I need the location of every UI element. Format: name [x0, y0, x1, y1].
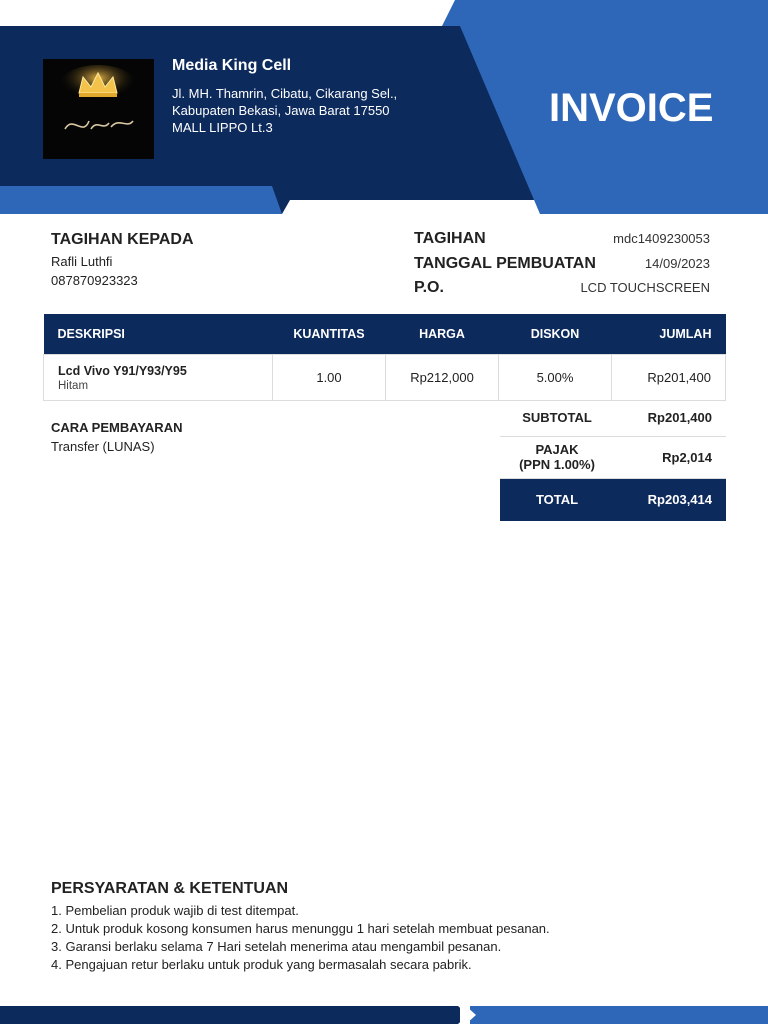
po-label: P.O.: [414, 279, 444, 296]
invoice-date-row: [414, 255, 710, 280]
subtotal-label: SUBTOTAL: [500, 400, 614, 436]
terms-item: 1. Pembelian produk wajib di test ditempat.: [51, 903, 299, 918]
tax-label-line1: PAJAK: [535, 442, 579, 457]
header-quantity: KUANTITAS: [273, 314, 386, 355]
item-description-cell: [44, 355, 273, 401]
header-price: HARGA: [386, 314, 499, 355]
tax-value: Rp2,014: [614, 436, 726, 478]
terms-section: [51, 880, 550, 974]
item-price: Rp212,000: [386, 355, 499, 401]
tax-label: [500, 436, 614, 478]
items-table: [43, 314, 726, 401]
item-quantity: 1.00: [273, 355, 386, 401]
invoice-number-row: [414, 230, 710, 255]
footer-bar: [0, 1004, 768, 1024]
tax-row: [500, 436, 726, 478]
terms-item: 3. Garansi berlaku selama 7 Hari setelah menerima atau mengambil pesanan.: [51, 939, 502, 954]
total-label: TOTAL: [500, 478, 614, 521]
item-amount: Rp201,400: [612, 355, 726, 401]
subtotal-row: [500, 400, 726, 436]
bill-to-section: [51, 231, 194, 290]
company-logo: [43, 59, 154, 159]
company-address-line2: Kabupaten Bekasi, Jawa Barat 17550: [172, 103, 390, 118]
invoice-date-label: TANGGAL PEMBUATAN: [414, 254, 596, 272]
company-address-line1: Jl. MH. Thamrin, Cibatu, Cikarang Sel.,: [172, 86, 398, 101]
invoice-date-value: 14/09/2023: [644, 255, 710, 271]
total-value: Rp203,414: [614, 478, 726, 521]
footer-decoration: [0, 1004, 768, 1024]
po-row: [414, 279, 710, 304]
company-info: [172, 57, 397, 136]
table-row: [44, 355, 726, 401]
item-discount: 5.00%: [499, 355, 612, 401]
invoice-number-label: TAGIHAN: [414, 230, 486, 247]
customer-name: Rafli Luthfi: [51, 254, 113, 269]
payment-title: CARA PEMBAYARAN: [51, 420, 183, 435]
company-name: Media King Cell: [172, 57, 292, 74]
invoice-header: [0, 0, 768, 216]
tax-label-line2: (PPN 1.00%): [519, 457, 595, 472]
header-description: DESKRIPSI: [44, 314, 273, 355]
bill-to-title: TAGIHAN KEPADA: [51, 231, 194, 248]
item-name: Lcd Vivo Y91/Y93/Y95: [58, 363, 187, 378]
po-value: LCD TOUCHSCREEN: [580, 280, 710, 295]
invoice-number-value: mdc1409230053: [613, 231, 710, 246]
item-variant: Hitam: [58, 379, 89, 392]
terms-item: 4. Pengajuan retur berlaku untuk produk yang bermasalah secara pabrik.: [51, 957, 472, 972]
payment-method: Transfer (LUNAS): [51, 439, 155, 454]
totals-table: [500, 400, 726, 521]
total-row: [500, 478, 726, 521]
invoice-meta: [414, 230, 710, 304]
customer-phone: 087870923323: [51, 273, 138, 288]
terms-title: PERSYARATAN & KETENTUAN: [51, 880, 289, 897]
crown-logo-icon: [43, 59, 154, 159]
terms-item: 2. Untuk produk kosong konsumen harus menunggu 1 hari setelah membuat pesanan.: [51, 921, 550, 936]
subtotal-value: Rp201,400: [614, 400, 726, 436]
payment-section: [51, 420, 182, 456]
company-address-line3: MALL LIPPO Lt.3: [172, 120, 273, 135]
header-amount: JUMLAH: [612, 314, 726, 355]
items-table-header: [44, 314, 726, 355]
invoice-title: INVOICE: [549, 86, 714, 130]
header-discount: DISKON: [499, 314, 612, 355]
